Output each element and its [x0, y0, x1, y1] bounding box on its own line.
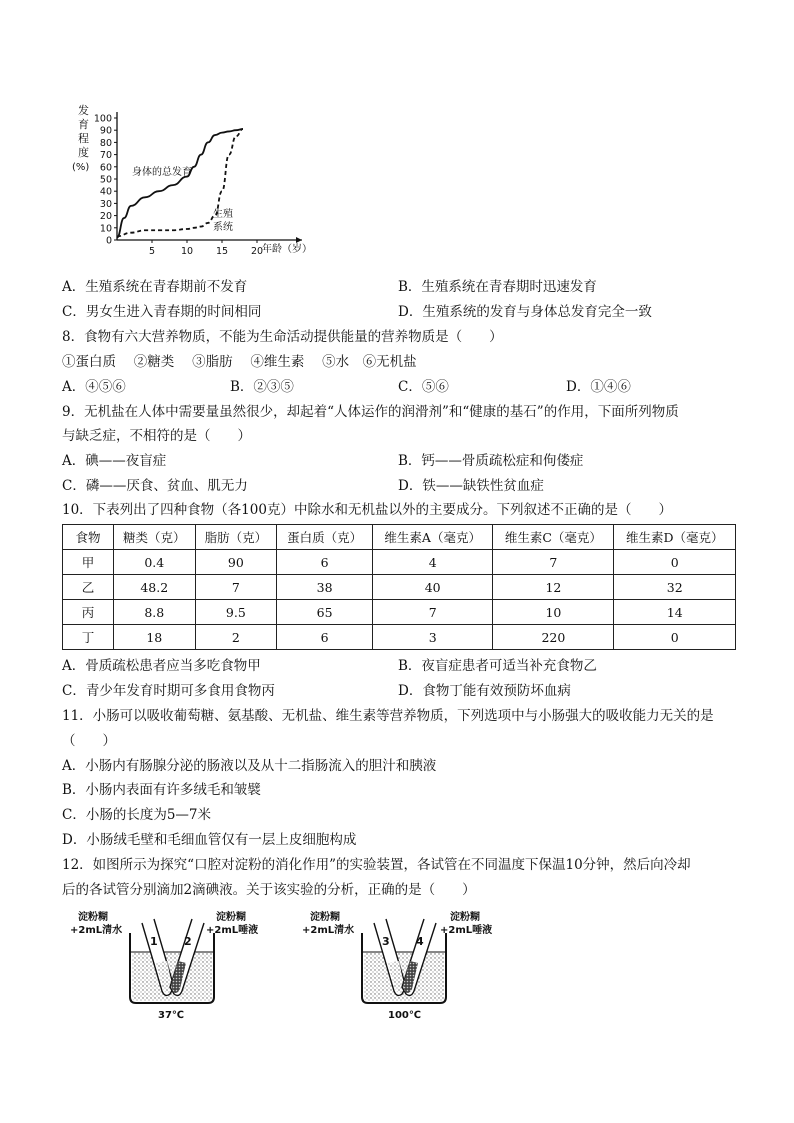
q12-stem-line1: 12．如图所示为探究“口腔对淀粉的消化作用”的实验装置，各试管在不同温度下保温10分钟，然后向冷却 — [62, 857, 691, 873]
q8-stem: 8．食物有六大营养物质，不能为生命活动提供能量的营养物质是（ ） — [62, 329, 503, 345]
table-row — [63, 625, 736, 650]
table-cell: 4 — [373, 550, 493, 575]
table-cell: 2 — [195, 625, 277, 650]
y-tick-label: 20 — [99, 211, 112, 223]
table-cell: 0.4 — [114, 550, 196, 575]
q11-option-a: A．小肠内有肠腺分泌的肠液以及从十二指肠流入的胆汁和胰液 — [62, 758, 437, 774]
q9-option-a: A．碘——夜盲症 — [62, 453, 167, 469]
table-header: 维生素D（毫克） — [614, 525, 736, 550]
table-header: 脂肪（克） — [195, 525, 277, 550]
table-header: 蛋白质（克） — [277, 525, 373, 550]
temp-100: 100℃ — [388, 1010, 421, 1021]
table-cell: 7 — [373, 600, 493, 625]
table-header: 糖类（克） — [114, 525, 196, 550]
q11-option-d: D．小肠绒毛壁和毛细血管仅有一层上皮细胞构成 — [62, 832, 357, 848]
y-tick-label: 90 — [99, 125, 112, 137]
table-cell: 8.8 — [114, 600, 196, 625]
y-axis-label-1: 发 — [78, 104, 89, 117]
nutrient-table — [62, 524, 736, 650]
label-left-1: 淀粉糊 — [78, 912, 108, 923]
x-tick-label: 5 — [148, 246, 156, 257]
q7-option-a: A．生殖系统在青春期前不发育 — [62, 279, 248, 295]
label-left-2: +2mL清水 — [302, 925, 355, 936]
y-tick-label: 40 — [99, 186, 112, 198]
y-tick-label: 30 — [99, 198, 112, 210]
q8-option-b: B．②③⑤ — [230, 379, 294, 395]
beaker-37c — [70, 910, 258, 1021]
table-cell: 6 — [277, 550, 373, 575]
table-cell: 乙 — [63, 575, 114, 600]
table-header: 维生素A（毫克） — [373, 525, 493, 550]
q8-option-c: C．⑤⑥ — [398, 379, 449, 395]
q8-items: ①蛋白质 ②糖类 ③脂肪 ④维生素 ⑤水 ⑥无机盐 — [62, 354, 417, 370]
x-tick-label: 10 — [180, 246, 194, 257]
table-header: 维生素C（毫克） — [493, 525, 614, 550]
x-axis-arrow — [296, 237, 302, 243]
q7-option-b: B．生殖系统在青春期时迅速发育 — [398, 279, 597, 295]
y-tick-label: 0 — [105, 235, 112, 247]
table-cell: 9.5 — [195, 600, 277, 625]
temp-37: 37℃ — [158, 1010, 185, 1021]
q12-stem-line2: 后的各试管分别滴加2滴碘液。关于该实验的分析，正确的是（ ） — [62, 882, 476, 898]
y-tick-label: 60 — [99, 162, 112, 174]
table-cell: 0 — [614, 550, 736, 575]
label-right-1: 淀粉糊 — [216, 912, 246, 923]
table-cell: 220 — [493, 625, 614, 650]
table-cell: 90 — [195, 550, 277, 575]
table-header-row — [63, 525, 736, 550]
beaker-100c-water — [364, 952, 444, 1001]
table-cell: 14 — [614, 600, 736, 625]
table-row — [63, 550, 736, 575]
q11-stem-line1: 11．小肠可以吸收葡萄糖、氨基酸、无机盐、维生素等营养物质，下列选项中与小肠强大的吸收能力无关的是 — [62, 708, 714, 724]
y-tick-label: 50 — [99, 174, 112, 186]
q10-option-b: B．夜盲症患者可适当补充食物乙 — [398, 658, 597, 674]
table-cell: 65 — [277, 600, 373, 625]
q10-stem: 10．下表列出了四种食物（各100克）中除水和无机盐以外的主要成分。下列叙述不正确的是（ ） — [62, 502, 672, 518]
tube-1-number: 1 — [150, 935, 158, 948]
q8-option-d: D．①④⑥ — [566, 379, 631, 395]
y-tick-label: 10 — [99, 223, 112, 235]
q11-option-b: B．小肠内表面有许多绒毛和皱襞 — [62, 782, 261, 798]
label-left-2: +2mL清水 — [70, 925, 123, 936]
table-cell: 6 — [277, 625, 373, 650]
x-axis-label: 年龄（岁） — [262, 244, 312, 255]
y-tick-label: 70 — [99, 150, 112, 162]
tube-3-number: 3 — [382, 935, 390, 948]
table-cell: 48.2 — [114, 575, 196, 600]
table-cell: 38 — [277, 575, 373, 600]
table-cell: 3 — [373, 625, 493, 650]
table-cell: 丁 — [63, 625, 114, 650]
q10-option-c: C．青少年发育时期可多食用食物丙 — [62, 683, 275, 699]
label-right-2: +2mL唾液 — [206, 925, 259, 936]
table-cell: 32 — [614, 575, 736, 600]
y-axis-label-3: 程 — [78, 132, 89, 145]
y-axis-label-4: 度 — [78, 146, 89, 159]
table-cell: 0 — [614, 625, 736, 650]
experiment-figure — [70, 905, 530, 1025]
tube-4-number: 4 — [416, 935, 424, 948]
q9-stem-line2: 与缺乏症，不相符的是（ ） — [62, 428, 251, 444]
y-tick-label: 100 — [93, 113, 112, 125]
x-tick-label: 20 — [250, 246, 264, 257]
development-chart — [70, 100, 330, 265]
table-row — [63, 600, 736, 625]
y-axis-label-5: (%) — [72, 162, 90, 173]
q8-option-a: A．④⑤⑥ — [62, 379, 126, 395]
tube-2-number: 2 — [184, 935, 192, 948]
y-axis-label-2: 育 — [78, 118, 89, 131]
repro-curve-label-2: 系统 — [213, 222, 233, 233]
table-cell: 10 — [493, 600, 614, 625]
table-cell: 7 — [195, 575, 277, 600]
table-cell: 40 — [373, 575, 493, 600]
repro-curve-label-1: 生殖 — [213, 209, 233, 220]
table-cell: 甲 — [63, 550, 114, 575]
table-cell: 7 — [493, 550, 614, 575]
y-tick-label: 80 — [99, 137, 112, 149]
table-cell: 12 — [493, 575, 614, 600]
q9-option-d: D．铁——缺铁性贫血症 — [398, 478, 544, 494]
label-right-2: +2mL唾液 — [440, 925, 493, 936]
table-cell: 18 — [114, 625, 196, 650]
q10-option-d: D．食物丁能有效预防坏血病 — [398, 683, 571, 699]
q11-stem-line2: （ ） — [62, 733, 116, 749]
label-left-1: 淀粉糊 — [310, 912, 340, 923]
q9-option-b: B．钙——骨质疏松症和佝偻症 — [398, 453, 584, 469]
body-curve-label: 身体的总发育 — [132, 167, 192, 178]
q7-option-c: C．男女生进入青春期的时间相同 — [62, 304, 262, 320]
series-line-reproductive-system — [117, 129, 243, 236]
label-right-1: 淀粉糊 — [450, 912, 480, 923]
q11-option-c: C．小肠的长度为5—7米 — [62, 807, 212, 823]
table-row — [63, 575, 736, 600]
beaker-37c-water — [132, 952, 212, 1001]
q10-option-a: A．骨质疏松患者应当多吃食物甲 — [62, 658, 261, 674]
q9-option-c: C．磷——厌食、贫血、肌无力 — [62, 478, 248, 494]
beaker-100c — [302, 910, 492, 1021]
q7-option-d: D．生殖系统的发育与身体总发育完全一致 — [398, 304, 652, 320]
table-header: 食物 — [63, 525, 114, 550]
q9-stem-line1: 9．无机盐在人体中需要量虽然很少，却起着“人体运作的润滑剂”和“健康的基石”的作用，下面所列物质 — [62, 404, 679, 420]
x-tick-label: 15 — [215, 246, 229, 257]
table-cell: 丙 — [63, 600, 114, 625]
